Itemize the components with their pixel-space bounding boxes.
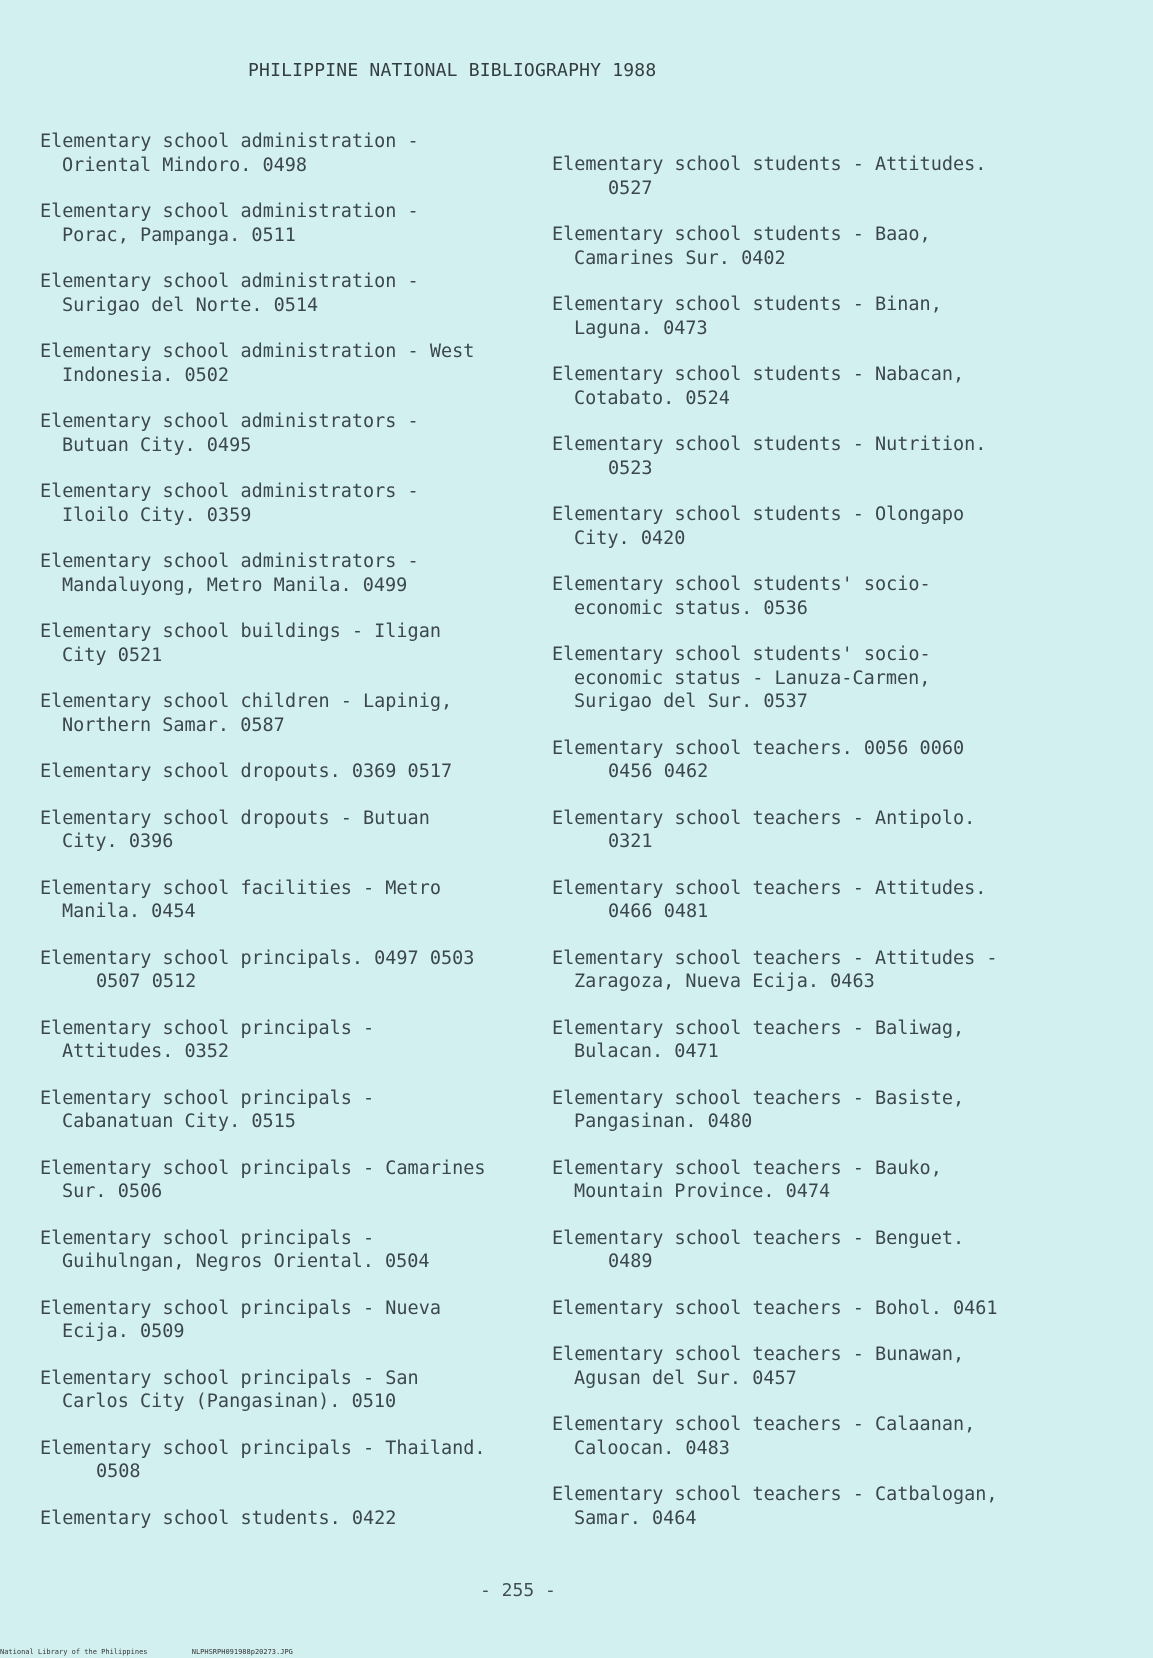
image-credit	[0, 1648, 333, 1656]
entry-line: Mountain Province. 0474	[574, 1181, 831, 1202]
index-entry	[40, 410, 540, 457]
index-entry	[552, 1087, 1022, 1134]
index-entry	[40, 550, 540, 597]
entry-line: economic status - Lanuza-Carmen,	[574, 667, 931, 689]
entry-line: Guihulngan, Negros Oriental. 0504	[62, 1251, 430, 1272]
entry-line: City 0521	[62, 644, 163, 666]
entry-line: 0321	[608, 831, 653, 852]
index-entry	[552, 1157, 1022, 1204]
entry-line: Elementary school administration -	[40, 131, 419, 152]
entry-line: Carlos City (Pangasinan). 0510	[62, 1391, 397, 1412]
entry-line: Surigao del Sur. 0537	[574, 691, 808, 712]
entry-line: Elementary school teachers. 0056 0060	[552, 737, 965, 759]
entry-line: Elementary school principals - Camarines	[40, 1157, 486, 1179]
index-entry	[552, 1413, 1022, 1460]
entry-line: Elementary school principals -	[40, 1227, 375, 1249]
index-entry	[40, 760, 540, 784]
index-entry	[40, 1087, 540, 1134]
entry-line: 0456 0462	[608, 761, 709, 782]
entry-line: City. 0420	[574, 527, 686, 549]
entry-line: Elementary school teachers - Benguet.	[552, 1227, 965, 1249]
entry-line: Elementary school administration - West	[40, 341, 475, 362]
entry-line: Elementary school teachers - Catbalogan,	[552, 1484, 998, 1505]
entry-line: Elementary school principals - Nueva	[40, 1297, 441, 1319]
entry-line: Porac, Pampanga. 0511	[62, 224, 296, 246]
entry-line: Cotabato. 0524	[574, 387, 730, 409]
index-entry	[552, 503, 1022, 550]
index-entry	[552, 293, 1022, 340]
entry-line: Agusan del Sur. 0457	[574, 1367, 797, 1389]
entry-line: Elementary school students - Attitudes.	[552, 154, 987, 175]
entry-line: Elementary school students - Nabacan,	[552, 364, 965, 385]
entry-line: Elementary school administrators -	[40, 551, 419, 572]
entry-line: Surigao del Norte. 0514	[62, 294, 319, 316]
index-entry	[40, 200, 540, 247]
entry-line: Elementary school principals - Thailand.	[40, 1437, 486, 1459]
index-entry	[40, 1017, 540, 1064]
index-entry	[40, 1367, 540, 1414]
index-entry	[40, 1437, 540, 1484]
index-entry	[40, 130, 540, 177]
entry-line: Elementary school dropouts. 0369 0517	[40, 761, 453, 782]
entry-line: City. 0396	[62, 831, 174, 852]
index-entry	[40, 947, 540, 994]
index-entry	[552, 877, 1022, 924]
entry-line: Iloilo City. 0359	[62, 504, 252, 526]
entry-line: Elementary school principals - San	[40, 1367, 419, 1389]
entry-line: Attitudes. 0352	[62, 1041, 230, 1062]
index-entry	[552, 1343, 1022, 1390]
credit-file: NLPHSRPH091988p20273.JPG	[191, 1648, 293, 1656]
entry-line: Manila. 0454	[62, 901, 196, 922]
index-entry	[40, 877, 540, 924]
entry-line: Elementary school teachers - Attitudes -	[552, 947, 998, 969]
entry-line: Elementary school teachers - Bauko,	[552, 1157, 942, 1179]
entry-line: Elementary school students - Olongapo	[552, 504, 965, 525]
entry-line: Sur. 0506	[62, 1181, 163, 1202]
entry-line: Elementary school teachers - Calaanan,	[552, 1414, 976, 1435]
entry-line: Elementary school students - Baao,	[552, 224, 931, 245]
entry-line: Camarines Sur. 0402	[574, 247, 786, 269]
index-entry	[40, 270, 540, 317]
index-entry	[552, 1483, 1022, 1530]
entry-line: Elementary school teachers - Bohol. 0461	[552, 1297, 998, 1319]
entry-line: Zaragoza, Nueva Ecija. 0463	[574, 971, 875, 992]
index-entry	[40, 690, 540, 737]
index-entry	[552, 223, 1022, 270]
credit-library: National Library of the Philippines	[0, 1648, 148, 1656]
entry-line: 0527	[608, 177, 653, 199]
entry-line: Elementary school teachers - Bunawan,	[552, 1344, 965, 1365]
entry-line: Oriental Mindoro. 0498	[62, 154, 308, 176]
index-entry	[552, 643, 1022, 714]
index-entry	[552, 153, 1022, 200]
entry-line: Pangasinan. 0480	[574, 1111, 753, 1132]
entry-line: Elementary school children - Lapinig,	[40, 691, 453, 712]
entry-line: Caloocan. 0483	[574, 1437, 730, 1459]
index-entry	[552, 1297, 1022, 1321]
index-entry	[40, 620, 540, 667]
page-number: - 255 -	[480, 1580, 556, 1601]
entry-line: 0508	[96, 1461, 141, 1482]
entry-line: Laguna. 0473	[574, 317, 708, 339]
entry-line: 0466 0481	[608, 901, 709, 922]
entry-line: 0507 0512	[96, 971, 197, 992]
index-entry	[40, 807, 540, 854]
entry-line: Elementary school students - Nutrition.	[552, 434, 987, 455]
entry-line: Elementary school administration -	[40, 201, 419, 222]
entry-line: Elementary school administration -	[40, 271, 419, 292]
entry-line: Elementary school teachers - Basiste,	[552, 1087, 965, 1109]
entry-line: Ecija. 0509	[62, 1321, 185, 1342]
entry-line: Elementary school facilities - Metro	[40, 877, 441, 899]
entry-line: Bulacan. 0471	[574, 1041, 719, 1062]
index-entry	[552, 573, 1022, 620]
entry-line: Elementary school administrators -	[40, 411, 419, 432]
entry-line: economic status. 0536	[574, 597, 808, 619]
entry-line: Elementary school teachers - Baliwag,	[552, 1017, 965, 1039]
index-entry	[40, 1227, 540, 1274]
entry-line: Elementary school dropouts - Butuan	[40, 807, 430, 829]
page-header: PHILIPPINE NATIONAL BIBLIOGRAPHY 1988	[248, 60, 657, 81]
entry-line: Northern Samar. 0587	[62, 714, 285, 736]
index-entry	[552, 947, 1022, 994]
entry-line: Elementary school principals -	[40, 1017, 375, 1039]
entry-line: Cabanatuan City. 0515	[62, 1111, 296, 1132]
entry-line: Elementary school students - Binan,	[552, 294, 942, 315]
index-entry	[40, 480, 540, 527]
entry-line: Elementary school teachers - Antipolo.	[552, 807, 976, 829]
index-entry	[552, 363, 1022, 410]
entry-line: 0489	[608, 1251, 653, 1272]
entry-line: Elementary school students' socio-	[552, 644, 931, 665]
index-entry	[552, 807, 1022, 854]
entry-line: Elementary school teachers - Attitudes.	[552, 877, 987, 899]
entry-line: Samar. 0464	[574, 1507, 697, 1529]
entry-line: Elementary school students' socio-	[552, 574, 931, 595]
index-entry	[552, 737, 1022, 784]
index-entry	[552, 1017, 1022, 1064]
right-column	[552, 153, 1022, 1553]
entry-line: Mandaluyong, Metro Manila. 0499	[62, 574, 408, 596]
index-entry	[552, 1227, 1022, 1274]
index-entry	[40, 1507, 540, 1531]
entry-line: Indonesia. 0502	[62, 364, 230, 386]
entry-line: 0523	[608, 457, 653, 479]
entry-line: Elementary school principals -	[40, 1087, 375, 1109]
left-column	[40, 130, 540, 1553]
index-entry	[552, 433, 1022, 480]
entry-line: Elementary school students. 0422	[40, 1507, 397, 1529]
entry-line: Elementary school administrators -	[40, 481, 419, 502]
entry-line: Elementary school buildings - Iligan	[40, 621, 441, 642]
entry-line: Elementary school principals. 0497 0503	[40, 947, 475, 969]
index-entry	[40, 340, 540, 387]
index-entry	[40, 1297, 540, 1344]
index-entry	[40, 1157, 540, 1204]
entry-line: Butuan City. 0495	[62, 434, 252, 456]
